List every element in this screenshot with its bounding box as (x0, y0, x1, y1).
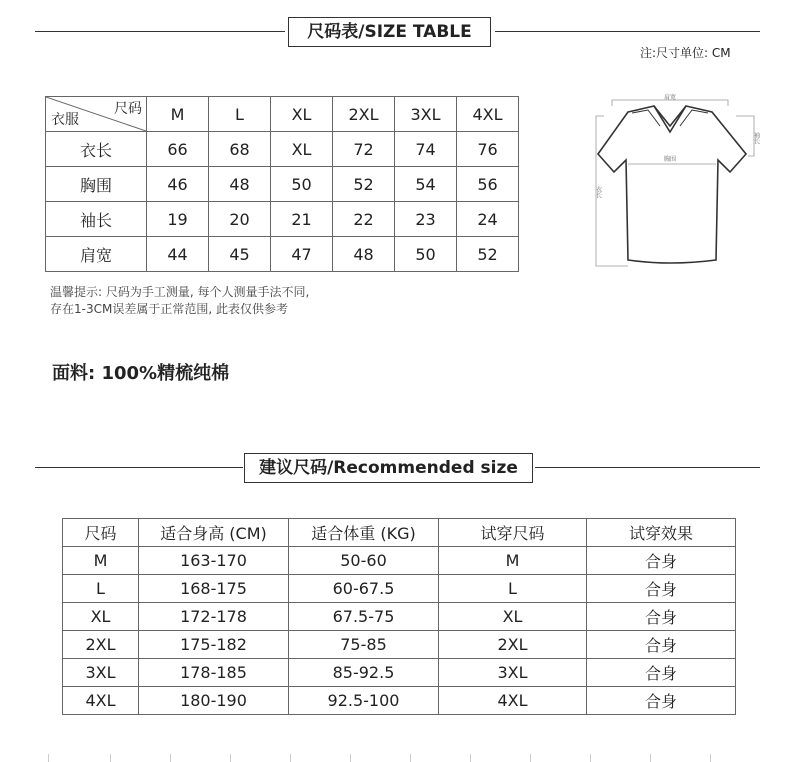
header-cell: 试穿效果 (587, 519, 736, 547)
header-cell: 适合身高 (CM) (139, 519, 289, 547)
measure-value: 46 (147, 167, 209, 202)
measure-value: 23 (395, 202, 457, 237)
measure-value: 66 (147, 132, 209, 167)
fabric-label: 面料: 100%精梳纯棉 (52, 363, 230, 384)
size-header: 3XL (395, 97, 457, 132)
recommend-cell: 67.5-75 (289, 603, 439, 631)
measure-row (46, 202, 519, 237)
recommend-cell: XL (63, 603, 139, 631)
measure-row (46, 167, 519, 202)
measure-value: 52 (333, 167, 395, 202)
footer-tick (650, 754, 651, 762)
measure-value: 72 (333, 132, 395, 167)
size-header: XL (271, 97, 333, 132)
measure-row (46, 132, 519, 167)
divider-left (35, 31, 285, 32)
recommend-row (63, 603, 736, 631)
divider-left (35, 467, 243, 468)
recommend-cell: 4XL (63, 687, 139, 715)
recommend-cell: 75-85 (289, 631, 439, 659)
tshirt-diagram (588, 88, 768, 273)
recommend-cell: 92.5-100 (289, 687, 439, 715)
divider-right (535, 467, 760, 468)
recommend-row (63, 687, 736, 715)
recommend-cell: M (439, 547, 587, 575)
header-cell: 试穿尺码 (439, 519, 587, 547)
recommend-cell: 4XL (439, 687, 587, 715)
measure-value: 76 (457, 132, 519, 167)
footer-tick (170, 754, 171, 762)
measure-value: 50 (395, 237, 457, 272)
divider-right (495, 31, 760, 32)
measure-value: 19 (147, 202, 209, 237)
measure-value: 48 (333, 237, 395, 272)
recommend-cell: 合身 (587, 659, 736, 687)
footer-tick (530, 754, 531, 762)
tip-line-1: 温馨提示: 尺码为手工测量, 每个人测量手法不同, (50, 285, 310, 299)
corner-cell (46, 97, 147, 132)
size-header-row (46, 97, 519, 132)
recommend-table (62, 518, 736, 715)
recommend-header-row (63, 519, 736, 547)
measure-label: 袖长 (46, 202, 147, 237)
recommend-row (63, 631, 736, 659)
recommend-cell: 合身 (587, 631, 736, 659)
recommend-cell: 175-182 (139, 631, 289, 659)
recommend-cell: 180-190 (139, 687, 289, 715)
recommend-title: 建议尺码/Recommended size (244, 453, 533, 483)
measure-label: 衣长 (46, 132, 147, 167)
recommend-cell: M (63, 547, 139, 575)
header-cell: 尺码 (63, 519, 139, 547)
size-header: L (209, 97, 271, 132)
measure-value: 48 (209, 167, 271, 202)
footer-tick (290, 754, 291, 762)
measure-label: 胸围 (46, 167, 147, 202)
recommend-row (63, 547, 736, 575)
recommend-cell: 85-92.5 (289, 659, 439, 687)
recommend-cell: 3XL (63, 659, 139, 687)
recommend-cell: 178-185 (139, 659, 289, 687)
unit-note: 注:尺寸单位: CM (640, 46, 731, 60)
recommend-cell: 合身 (587, 687, 736, 715)
size-table (45, 96, 519, 272)
recommend-cell: 3XL (439, 659, 587, 687)
measure-value: 20 (209, 202, 271, 237)
tip-line-2: 存在1-3CM误差属于正常范围, 此表仅供参考 (50, 302, 288, 316)
recommend-cell: 168-175 (139, 575, 289, 603)
tshirt-outline (598, 106, 746, 263)
recommend-cell: L (63, 575, 139, 603)
recommend-cell: 合身 (587, 603, 736, 631)
footer-tick (350, 754, 351, 762)
measure-value: 22 (333, 202, 395, 237)
recommend-cell: 2XL (439, 631, 587, 659)
measure-row (46, 237, 519, 272)
size-table-title: 尺码表/SIZE TABLE (288, 17, 491, 47)
recommend-cell: 172-178 (139, 603, 289, 631)
measure-value: 24 (457, 202, 519, 237)
footer-tick (590, 754, 591, 762)
footer-tick (230, 754, 231, 762)
length-label: 衣长 (594, 186, 602, 198)
measure-value: 44 (147, 237, 209, 272)
measure-value: 52 (457, 237, 519, 272)
footer-tick (710, 754, 711, 762)
recommend-cell: 合身 (587, 575, 736, 603)
recommend-row (63, 575, 736, 603)
footer-tick (48, 754, 49, 762)
header-cell: 适合体重 (KG) (289, 519, 439, 547)
measure-value: 50 (271, 167, 333, 202)
shoulder-label: 肩宽 (663, 94, 677, 101)
recommend-row (63, 659, 736, 687)
measure-value: 74 (395, 132, 457, 167)
measure-value: 45 (209, 237, 271, 272)
measure-value: 21 (271, 202, 333, 237)
recommend-cell: L (439, 575, 587, 603)
measure-value: 68 (209, 132, 271, 167)
corner-garment-label: 衣服 (51, 112, 79, 128)
measure-value: 47 (271, 237, 333, 272)
measure-label: 肩宽 (46, 237, 147, 272)
size-header: 4XL (457, 97, 519, 132)
footer-tick (470, 754, 471, 762)
size-header: 2XL (333, 97, 395, 132)
recommend-cell: 2XL (63, 631, 139, 659)
measure-value: 56 (457, 167, 519, 202)
footer-tick (110, 754, 111, 762)
sleeve-label: 袖长 (752, 132, 760, 144)
recommend-cell: 163-170 (139, 547, 289, 575)
recommend-cell: 合身 (587, 547, 736, 575)
measure-value: 54 (395, 167, 457, 202)
size-header: M (147, 97, 209, 132)
chest-label: 胸围 (663, 156, 677, 163)
measure-value: XL (271, 132, 333, 167)
recommend-cell: 50-60 (289, 547, 439, 575)
recommend-cell: 60-67.5 (289, 575, 439, 603)
recommend-cell: XL (439, 603, 587, 631)
corner-size-label: 尺码 (114, 101, 142, 117)
footer-tick (410, 754, 411, 762)
